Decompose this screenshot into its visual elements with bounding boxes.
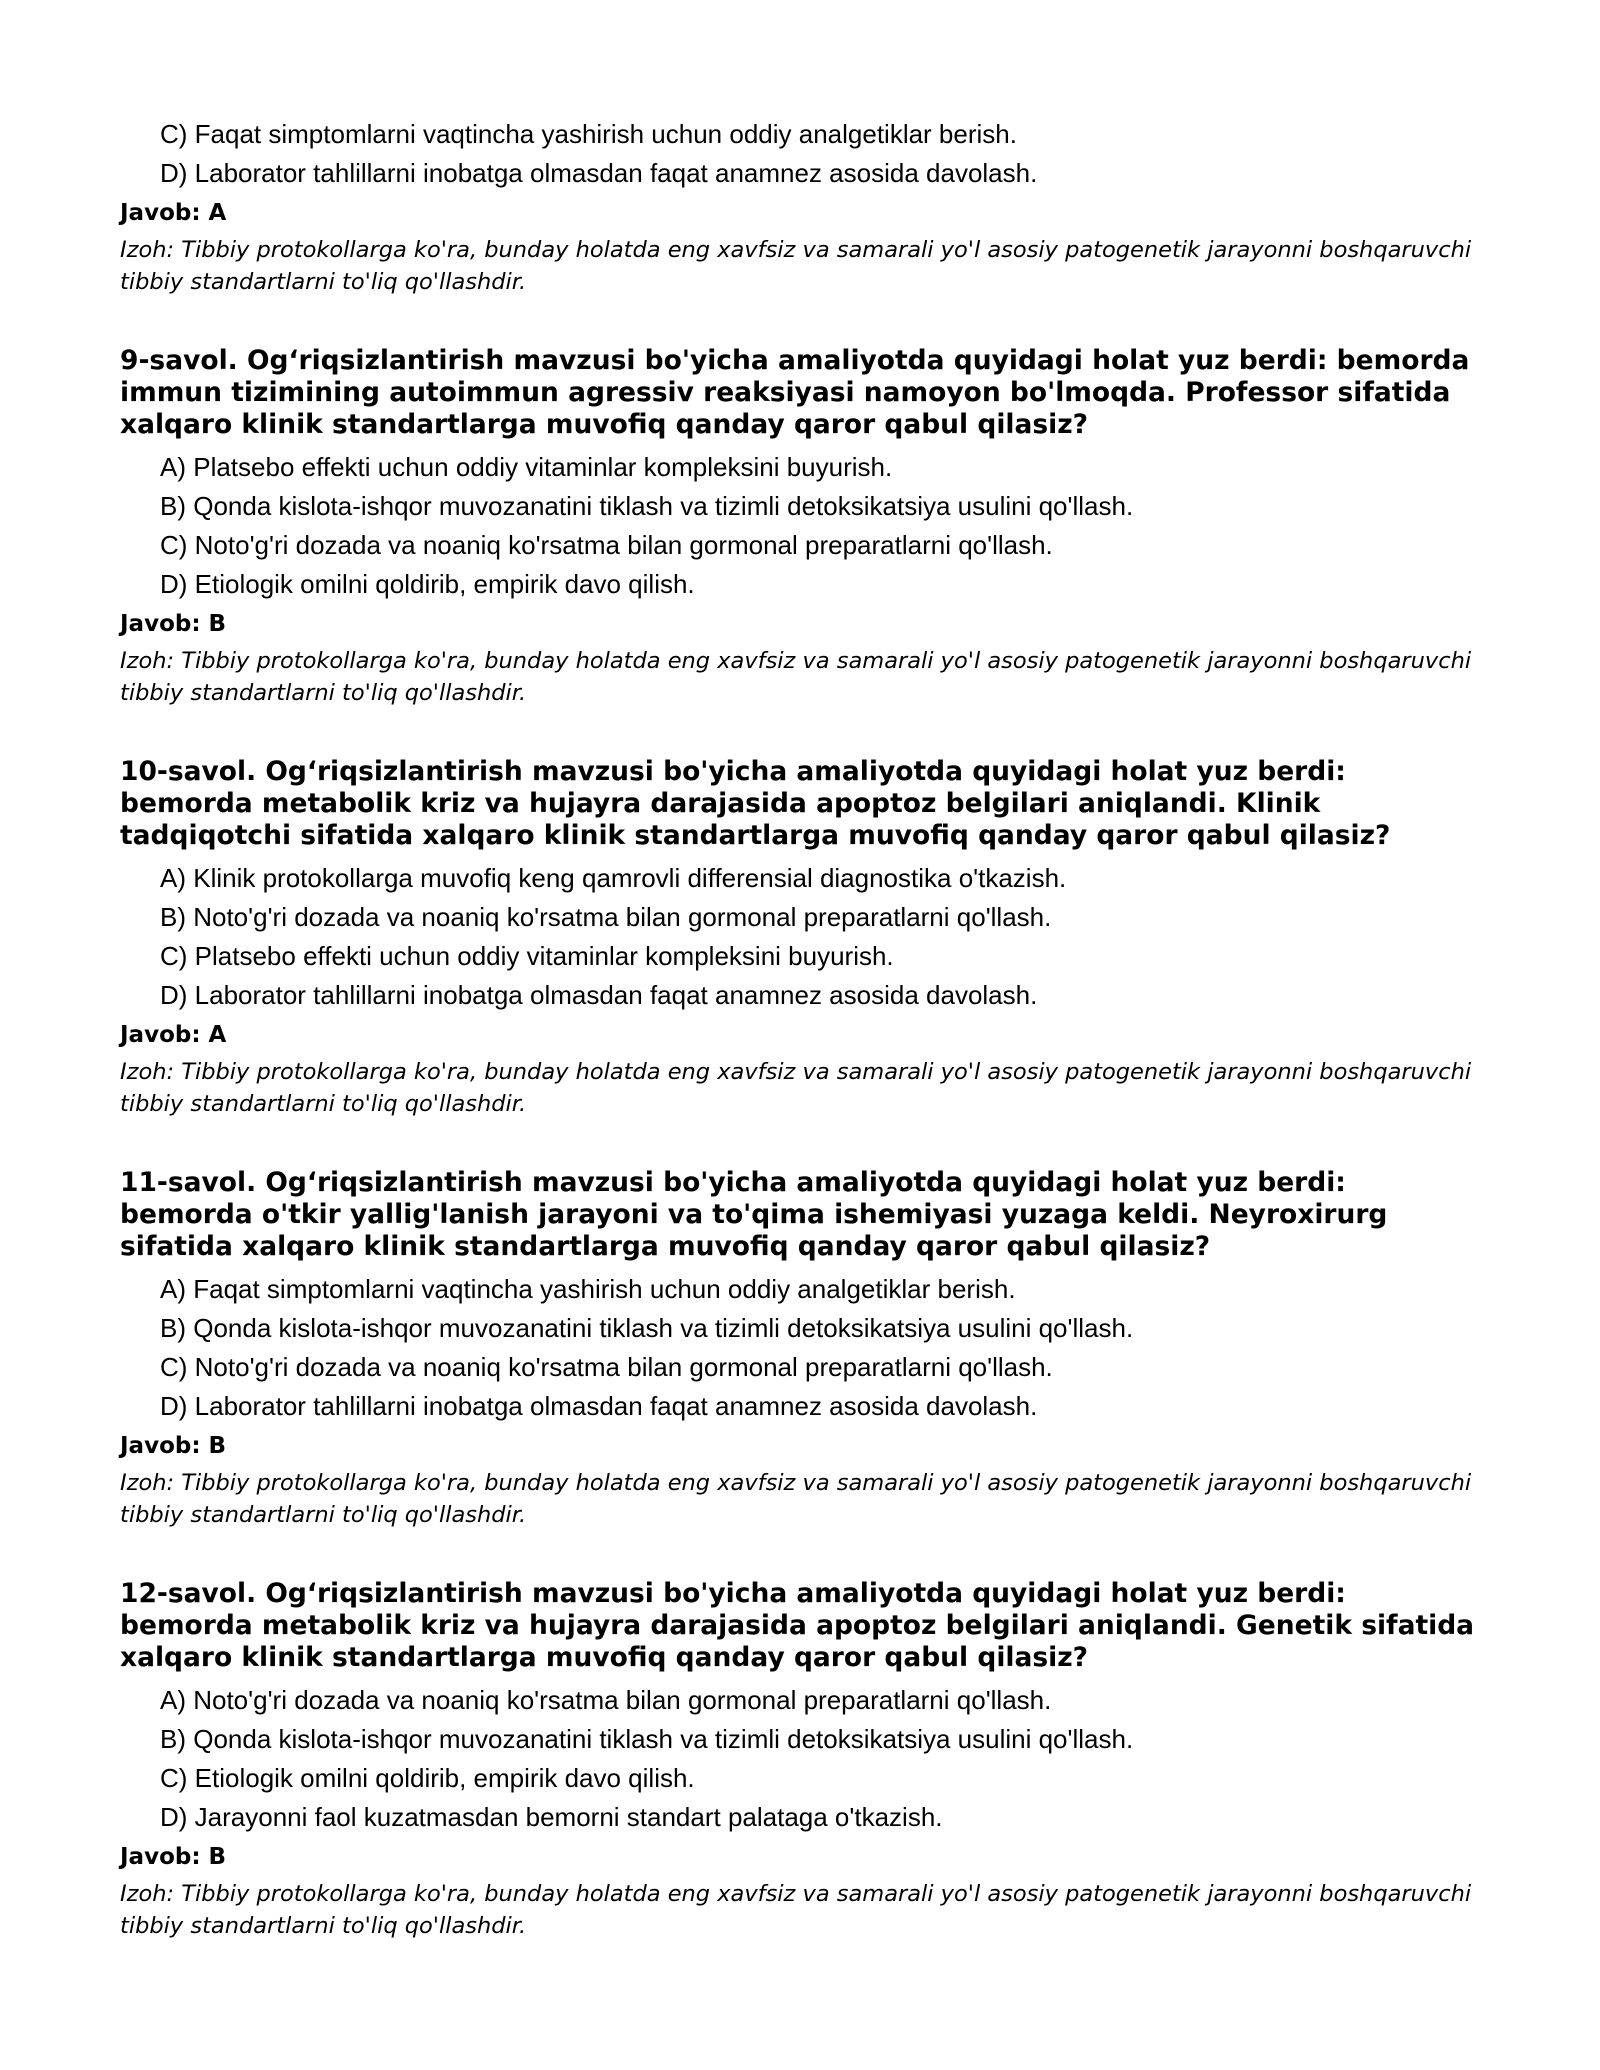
answer: Javob: A xyxy=(120,1022,227,1048)
question-block-8-continuation xyxy=(120,118,1480,298)
option-c: C) Noto'g'ri dozada va noaniq ko'rsatma bilan gormonal preparatlarni qo'llash. xyxy=(160,1352,1053,1382)
option-d: D) Laborator tahlillarni inobatga olmasdan faqat anamnez asosida davolash. xyxy=(160,980,1038,1010)
option-d: D) Laborator tahlillarni inobatga olmasdan faqat anamnez asosida davolash. xyxy=(160,1391,1038,1421)
answer: Javob: B xyxy=(120,1433,227,1459)
option-c: C) Faqat simptomlarni vaqtincha yashirish uchun oddiy analgetiklar berish. xyxy=(160,119,1017,149)
question-text: 10-savol. Og‘riqsizlantirish mavzusi bo'yicha amaliyotda quyidagi holat yuz berdi: bemorda metabolik kriz va hujayra darajasida apoptoz belgilari aniqlandi. Klinik tadqiqotchi sifatida xalqaro klinik standartlarga muvofiq qanday qaror qabul qilasiz? xyxy=(120,756,1391,851)
question-block-10 xyxy=(120,756,1480,1120)
explanation: Izoh: Tibbiy protokollarga ko'ra, bunday holatda eng xavfsiz va samarali yo'l asosiy patogenetik jarayonni boshqaruvchi tibbiy standartlarni to'liq qo'llashdir. xyxy=(120,1470,1472,1528)
answer: Javob: B xyxy=(120,1844,227,1870)
option-b: B) Qonda kislota-ishqor muvozanatini tiklash va tizimli detoksikatsiya usulini qo'llash. xyxy=(160,1313,1134,1343)
explanation: Izoh: Tibbiy protokollarga ko'ra, bunday holatda eng xavfsiz va samarali yo'l asosiy patogenetik jarayonni boshqaruvchi tibbiy standartlarni to'liq qo'llashdir. xyxy=(120,237,1472,295)
explanation: Izoh: Tibbiy protokollarga ko'ra, bunday holatda eng xavfsiz va samarali yo'l asosiy patogenetik jarayonni boshqaruvchi tibbiy standartlarni to'liq qo'llashdir. xyxy=(120,1059,1472,1117)
option-c: C) Noto'g'ri dozada va noaniq ko'rsatma bilan gormonal preparatlarni qo'llash. xyxy=(160,530,1053,560)
question-text: 11-savol. Og‘riqsizlantirish mavzusi bo'yicha amaliyotda quyidagi holat yuz berdi: bemorda o'tkir yallig'lanish jarayoni va to'qima ishemiyasi yuzaga keldi. Neyroxirurg sifatida xalqaro klinik standartlarga muvofiq qanday qaror qabul qilasiz? xyxy=(120,1167,1388,1262)
option-c: C) Etiologik omilni qoldirib, empirik davo qilish. xyxy=(160,1763,695,1793)
option-a: A) Noto'g'ri dozada va noaniq ko'rsatma bilan gormonal preparatlarni qo'llash. xyxy=(160,1685,1052,1715)
answer: Javob: B xyxy=(120,611,227,637)
option-b: B) Noto'g'ri dozada va noaniq ko'rsatma bilan gormonal preparatlarni qo'llash. xyxy=(160,902,1052,932)
question-block-11 xyxy=(120,1167,1480,1531)
question-block-12 xyxy=(120,1578,1480,1942)
option-d: D) Jarayonni faol kuzatmasdan bemorni standart palataga o'tkazish. xyxy=(160,1802,943,1832)
option-d: D) Laborator tahlillarni inobatga olmasdan faqat anamnez asosida davolash. xyxy=(160,158,1038,188)
question-text: 9-savol. Og‘riqsizlantirish mavzusi bo'yicha amaliyotda quyidagi holat yuz berdi: bemorda immun tizimining autoimmun agressiv reaksiyasi namoyon bo'lmoqda. Professor sifatida xalqaro klinik standartlarga muvofiq qanday qaror qabul qilasiz? xyxy=(120,345,1470,440)
question-text: 12-savol. Og‘riqsizlantirish mavzusi bo'yicha amaliyotda quyidagi holat yuz berdi: bemorda metabolik kriz va hujayra darajasida apoptoz belgilari aniqlandi. Genetik sifatida xalqaro klinik standartlarga muvofiq qanday qaror qabul qilasiz? xyxy=(120,1578,1475,1673)
option-c: C) Platsebo effekti uchun oddiy vitaminlar kompleksini buyurish. xyxy=(160,941,894,971)
option-b: B) Qonda kislota-ishqor muvozanatini tiklash va tizimli detoksikatsiya usulini qo'llash. xyxy=(160,1724,1134,1754)
option-a: A) Faqat simptomlarni vaqtincha yashirish uchun oddiy analgetiklar berish. xyxy=(160,1274,1016,1304)
option-a: A) Platsebo effekti uchun oddiy vitaminlar kompleksini buyurish. xyxy=(160,452,893,482)
explanation: Izoh: Tibbiy protokollarga ko'ra, bunday holatda eng xavfsiz va samarali yo'l asosiy patogenetik jarayonni boshqaruvchi tibbiy standartlarni to'liq qo'llashdir. xyxy=(120,1881,1472,1939)
question-block-9 xyxy=(120,345,1480,709)
option-b: B) Qonda kislota-ishqor muvozanatini tiklash va tizimli detoksikatsiya usulini qo'llash. xyxy=(160,491,1134,521)
answer: Javob: A xyxy=(120,200,227,226)
option-d: D) Etiologik omilni qoldirib, empirik davo qilish. xyxy=(160,569,695,599)
explanation: Izoh: Tibbiy protokollarga ko'ra, bunday holatda eng xavfsiz va samarali yo'l asosiy patogenetik jarayonni boshqaruvchi tibbiy standartlarni to'liq qo'llashdir. xyxy=(120,648,1472,706)
option-a: A) Klinik protokollarga muvofiq keng qamrovli differensial diagnostika o'tkazish. xyxy=(160,863,1067,893)
document-page xyxy=(120,118,1480,1942)
